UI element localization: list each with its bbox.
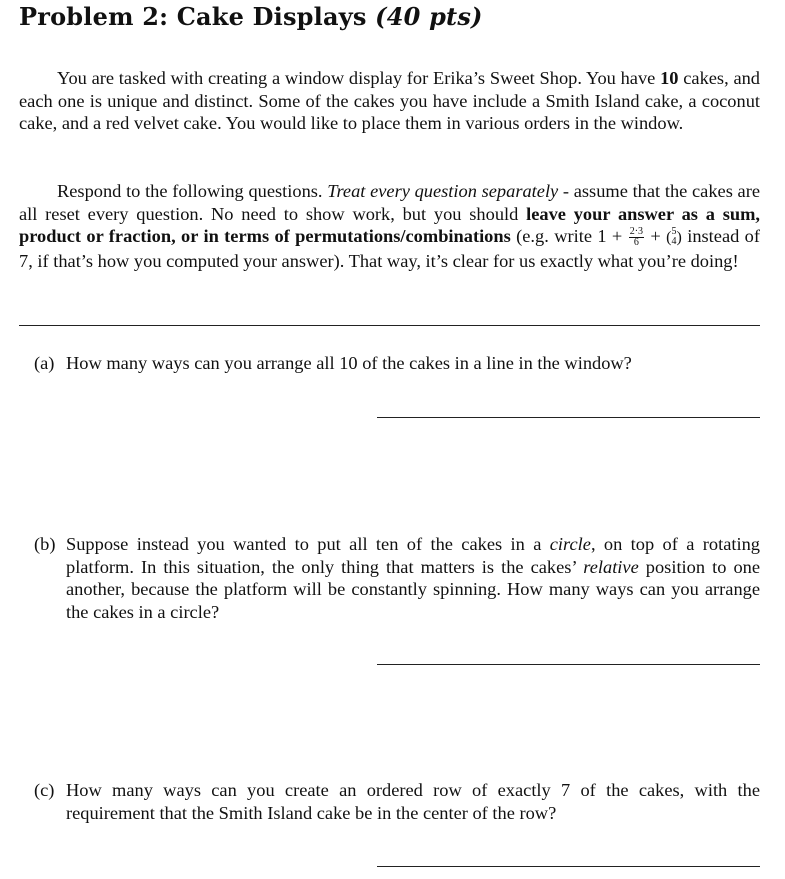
question-c-label: (c)	[34, 780, 55, 800]
cake-count: 10	[660, 68, 679, 88]
problem-points: (40 pts)	[375, 2, 483, 31]
fraction-denominator: 6	[633, 237, 639, 249]
instructions-bold: leave your answer as a sum, product or fraction, or in terms of permutations/combinations	[19, 203, 760, 247]
answer-line-b[interactable]	[377, 664, 760, 665]
instructions-text-5: instead of 7, if that’s how you computed your answer). That way, it’s clear for us exactly what you’re doing!	[19, 226, 760, 271]
question-b-text-2: , on top of a rotating platform. In this situation, the only thing that matters is the cakes’	[66, 534, 760, 577]
question-b-relative: relative	[583, 556, 639, 577]
intro-text: You are tasked with creating a window display for Erika’s Sweet Shop. You have	[57, 68, 661, 88]
instructions-paragraph	[19, 180, 760, 272]
example-binomial: ( 5 4 )	[666, 226, 682, 248]
binomial-bottom: 4	[671, 236, 677, 248]
instructions-italic: Treat every question separately	[327, 181, 559, 201]
problem-title-main: Problem 2: Cake Displays	[19, 2, 367, 31]
section-divider	[19, 325, 760, 326]
problem-title	[19, 2, 483, 31]
instructions-text-2: - assume that the cakes are all reset every question. No need to show work, but you should	[19, 181, 761, 224]
question-b-text-3: position to one another, because the platform will be constantly spinning. How many ways can you arrange the cakes in a circle?	[66, 556, 760, 622]
question-c-text: How many ways can you create an ordered row of exactly 7 of the cakes, with the requirement that the Smith Island cake be in the center of the row?	[66, 780, 760, 823]
example-fraction	[629, 227, 644, 248]
question-b-text-1: Suppose instead you wanted to put all ten of the cakes in a	[66, 534, 550, 554]
question-b	[19, 533, 760, 623]
question-b-circle: circle	[549, 534, 591, 554]
instructions-text-1: Respond to the following questions.	[57, 181, 328, 201]
question-b-label: (b)	[34, 534, 56, 554]
question-b-text	[66, 533, 760, 623]
answer-line-c[interactable]	[377, 866, 760, 867]
answer-line-a[interactable]	[377, 417, 760, 418]
binomial-top: 5	[671, 226, 677, 238]
question-a	[19, 352, 760, 375]
instructions-text-3: (e.g. write 1 +	[510, 226, 628, 247]
intro-text-continued: cakes, and each one is unique and distinct. Some of the cakes you have include a Smith Island cake, a coconut cake, and a red velvet cake. You would like to place them in various orders in the window.	[19, 68, 760, 134]
instructions-text-4: +	[645, 226, 667, 247]
fraction-numerator: 2·3	[629, 226, 644, 238]
question-a-text: How many ways can you arrange all 10 of the cakes in a line in the window?	[66, 353, 632, 373]
question-a-label: (a)	[34, 353, 55, 373]
intro-paragraph	[19, 67, 760, 135]
question-c	[19, 779, 760, 824]
